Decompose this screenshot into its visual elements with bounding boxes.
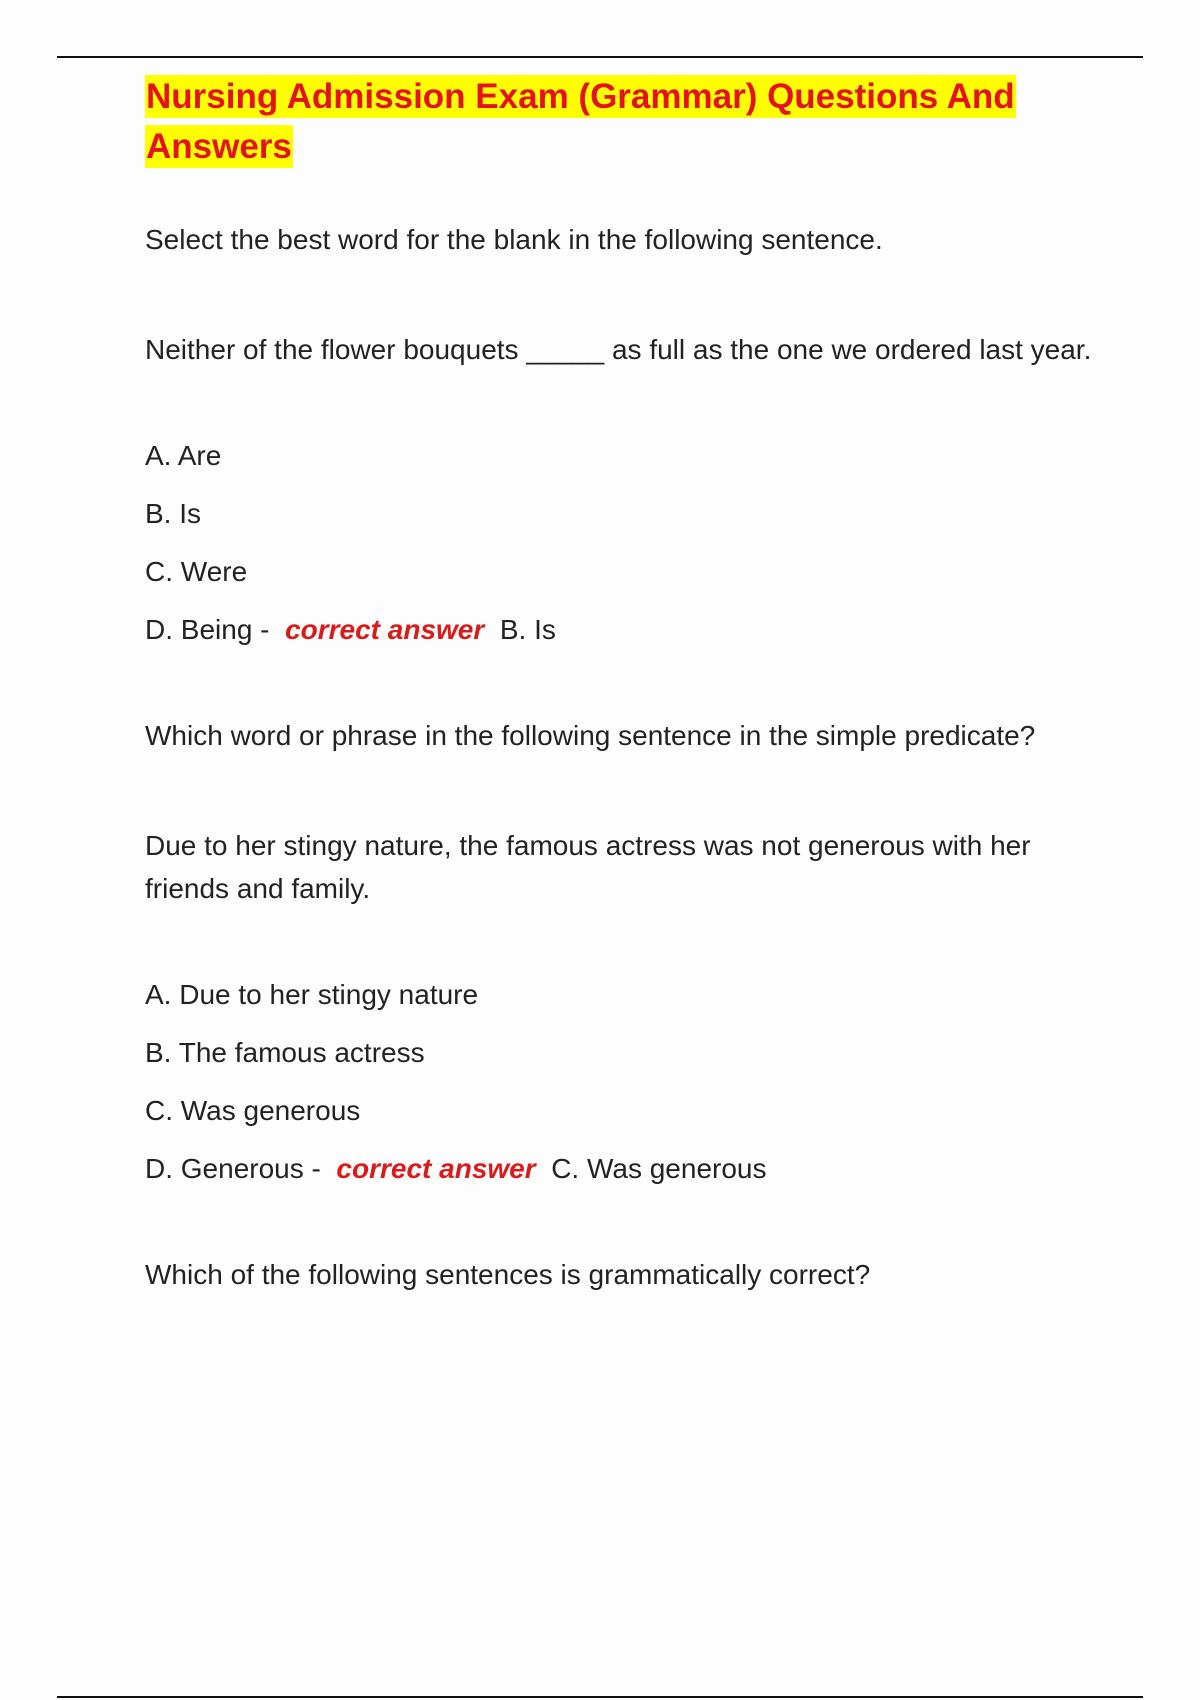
q2-option-d: D. Generous - xyxy=(145,1153,321,1184)
q2-answer-label: correct answer xyxy=(336,1153,536,1184)
q2-option-a: A. Due to her stingy nature xyxy=(145,979,479,1010)
q2-option-c: C. Was generous xyxy=(145,1095,361,1126)
q2-instruction: Which word or phrase in the following sentence in the simple predicate? xyxy=(145,720,1036,751)
q2-sentence: Due to her stingy nature, the famous actress was not generous with her friends and family. xyxy=(145,830,1031,904)
q1-option-d-row xyxy=(145,610,1105,650)
q1-option-c: C. Were xyxy=(145,556,248,587)
q3-instruction: Which of the following sentences is grammatically correct? xyxy=(145,1259,871,1290)
q1-answer: B. Is xyxy=(499,614,556,645)
q2-answer: C. Was generous xyxy=(551,1153,767,1184)
q1-option-b: B. Is xyxy=(145,498,202,529)
bottom-rule xyxy=(57,1696,1143,1698)
top-rule xyxy=(57,56,1143,58)
q1-option-d: D. Being - xyxy=(145,614,270,645)
document-content xyxy=(145,72,1105,1296)
q2-option-b: B. The famous actress xyxy=(145,1037,425,1068)
q1-answer-label: correct answer xyxy=(285,614,485,645)
q1-instruction: Select the best word for the blank in the following sentence. xyxy=(145,224,883,255)
q1-sentence: Neither of the flower bouquets _____ as full as the one we ordered last year. xyxy=(145,334,1092,365)
q1-option-a: A. Are xyxy=(145,440,222,471)
document-title xyxy=(145,72,1105,172)
title-highlight: Nursing Admission Exam (Grammar) Questions And Answers xyxy=(146,77,1015,166)
q2-option-d-row xyxy=(145,1149,1105,1189)
